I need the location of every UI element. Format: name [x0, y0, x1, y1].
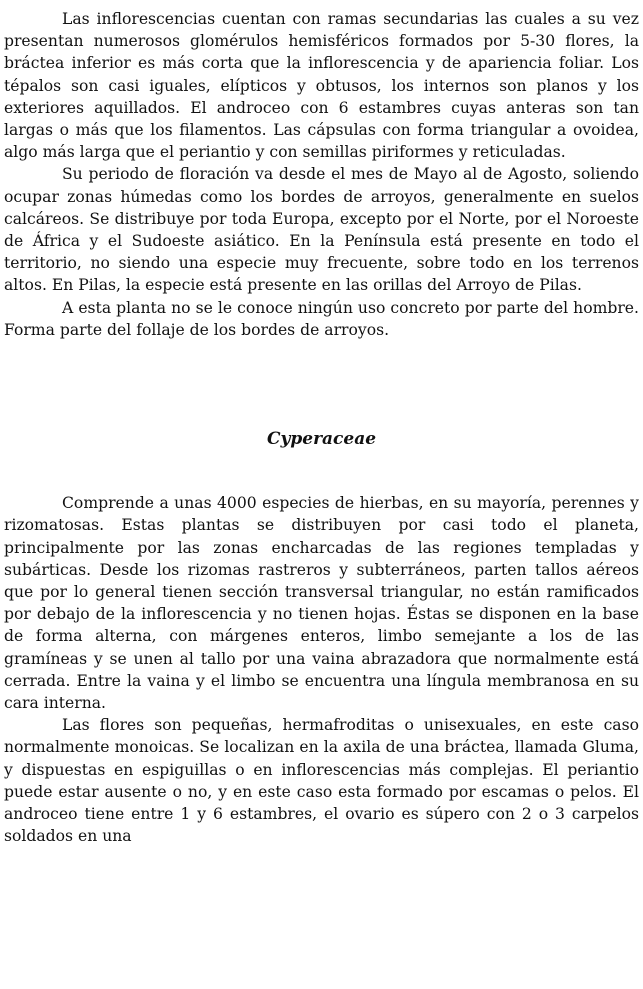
spacer [4, 341, 639, 428]
section-heading: Cyperaceae [266, 429, 377, 450]
spacer [4, 450, 639, 492]
section-paragraph-1: Comprende a unas 4000 especies de hierbas, en su mayoría, perennes y rizomatosas. Estas plantas se distribuyen por casi todo el planeta, principalmente por las zonas encharcadas de las regiones templadas y subárticas. Desde los rizomas rastreros y subterráneos, parten tallos aéreos que por lo general tienen sección transversal triangular, no están ramificados por debajo de la inflorescencia y no tienen hojas. Éstas se disponen en la base de forma alterna, con márgenes enteros, limbo semejante a los de las gramíneas y se unen al tallo por una vaina abrazadora que normalmente está cerrada. Entre la vaina y el limbo se encuentra una língula membranosa en su cara interna. [4, 494, 639, 713]
intro-paragraph-1: Las inflorescencias cuentan con ramas secundarias las cuales a su vez presentan numerosos glomérulos hemisféricos formados por 5-30 flores, la bráctea inferior es más corta que la inflorescencia y de apariencia foliar. Los tépalos son casi iguales, elípticos y obtusos, los internos son planos y los exteriores aquillados. El androceo con 6 estambres cuyas anteras son tan largas o más que los filamentos. Las cápsulas con forma triangular a ovoidea, algo más larga que el periantio y con semillas piriformes y reticuladas. [4, 10, 639, 162]
intro-paragraph-3: A esta planta no se le conoce ningún uso concreto por parte del hombre. Forma parte del follaje de los bordes de arroyos. [4, 298, 639, 339]
intro-paragraph-2: Su periodo de floración va desde el mes de Mayo al de Agosto, soliendo ocupar zonas húmedas como los bordes de arroyos, generalmente en suelos calcáreos. Se distribuye por toda Europa, excepto por el Norte, por el Noroeste de África y el Sudoeste asiático. En la Península está presente en todo el territorio, no siendo una especie muy frecuente, sobre todo en los terrenos altos. En Pilas, la especie está presente en las orillas del Arroyo de Pilas. [4, 165, 639, 295]
section-paragraph-2: Las flores son pequeñas, hermafroditas o unisexuales, en este caso normalmente monoicas. Se localizan en la axila de una bráctea, llamada Gluma, y dispuestas en espiguillas o en inflorescencias más complejas. El periantio puede estar ausente o no, y en este caso esta formado por escamas o pelos. El androceo tiene entre 1 y 6 estambres, el ovario es súpero con 2 o 3 carpelos soldados en una [4, 716, 639, 846]
